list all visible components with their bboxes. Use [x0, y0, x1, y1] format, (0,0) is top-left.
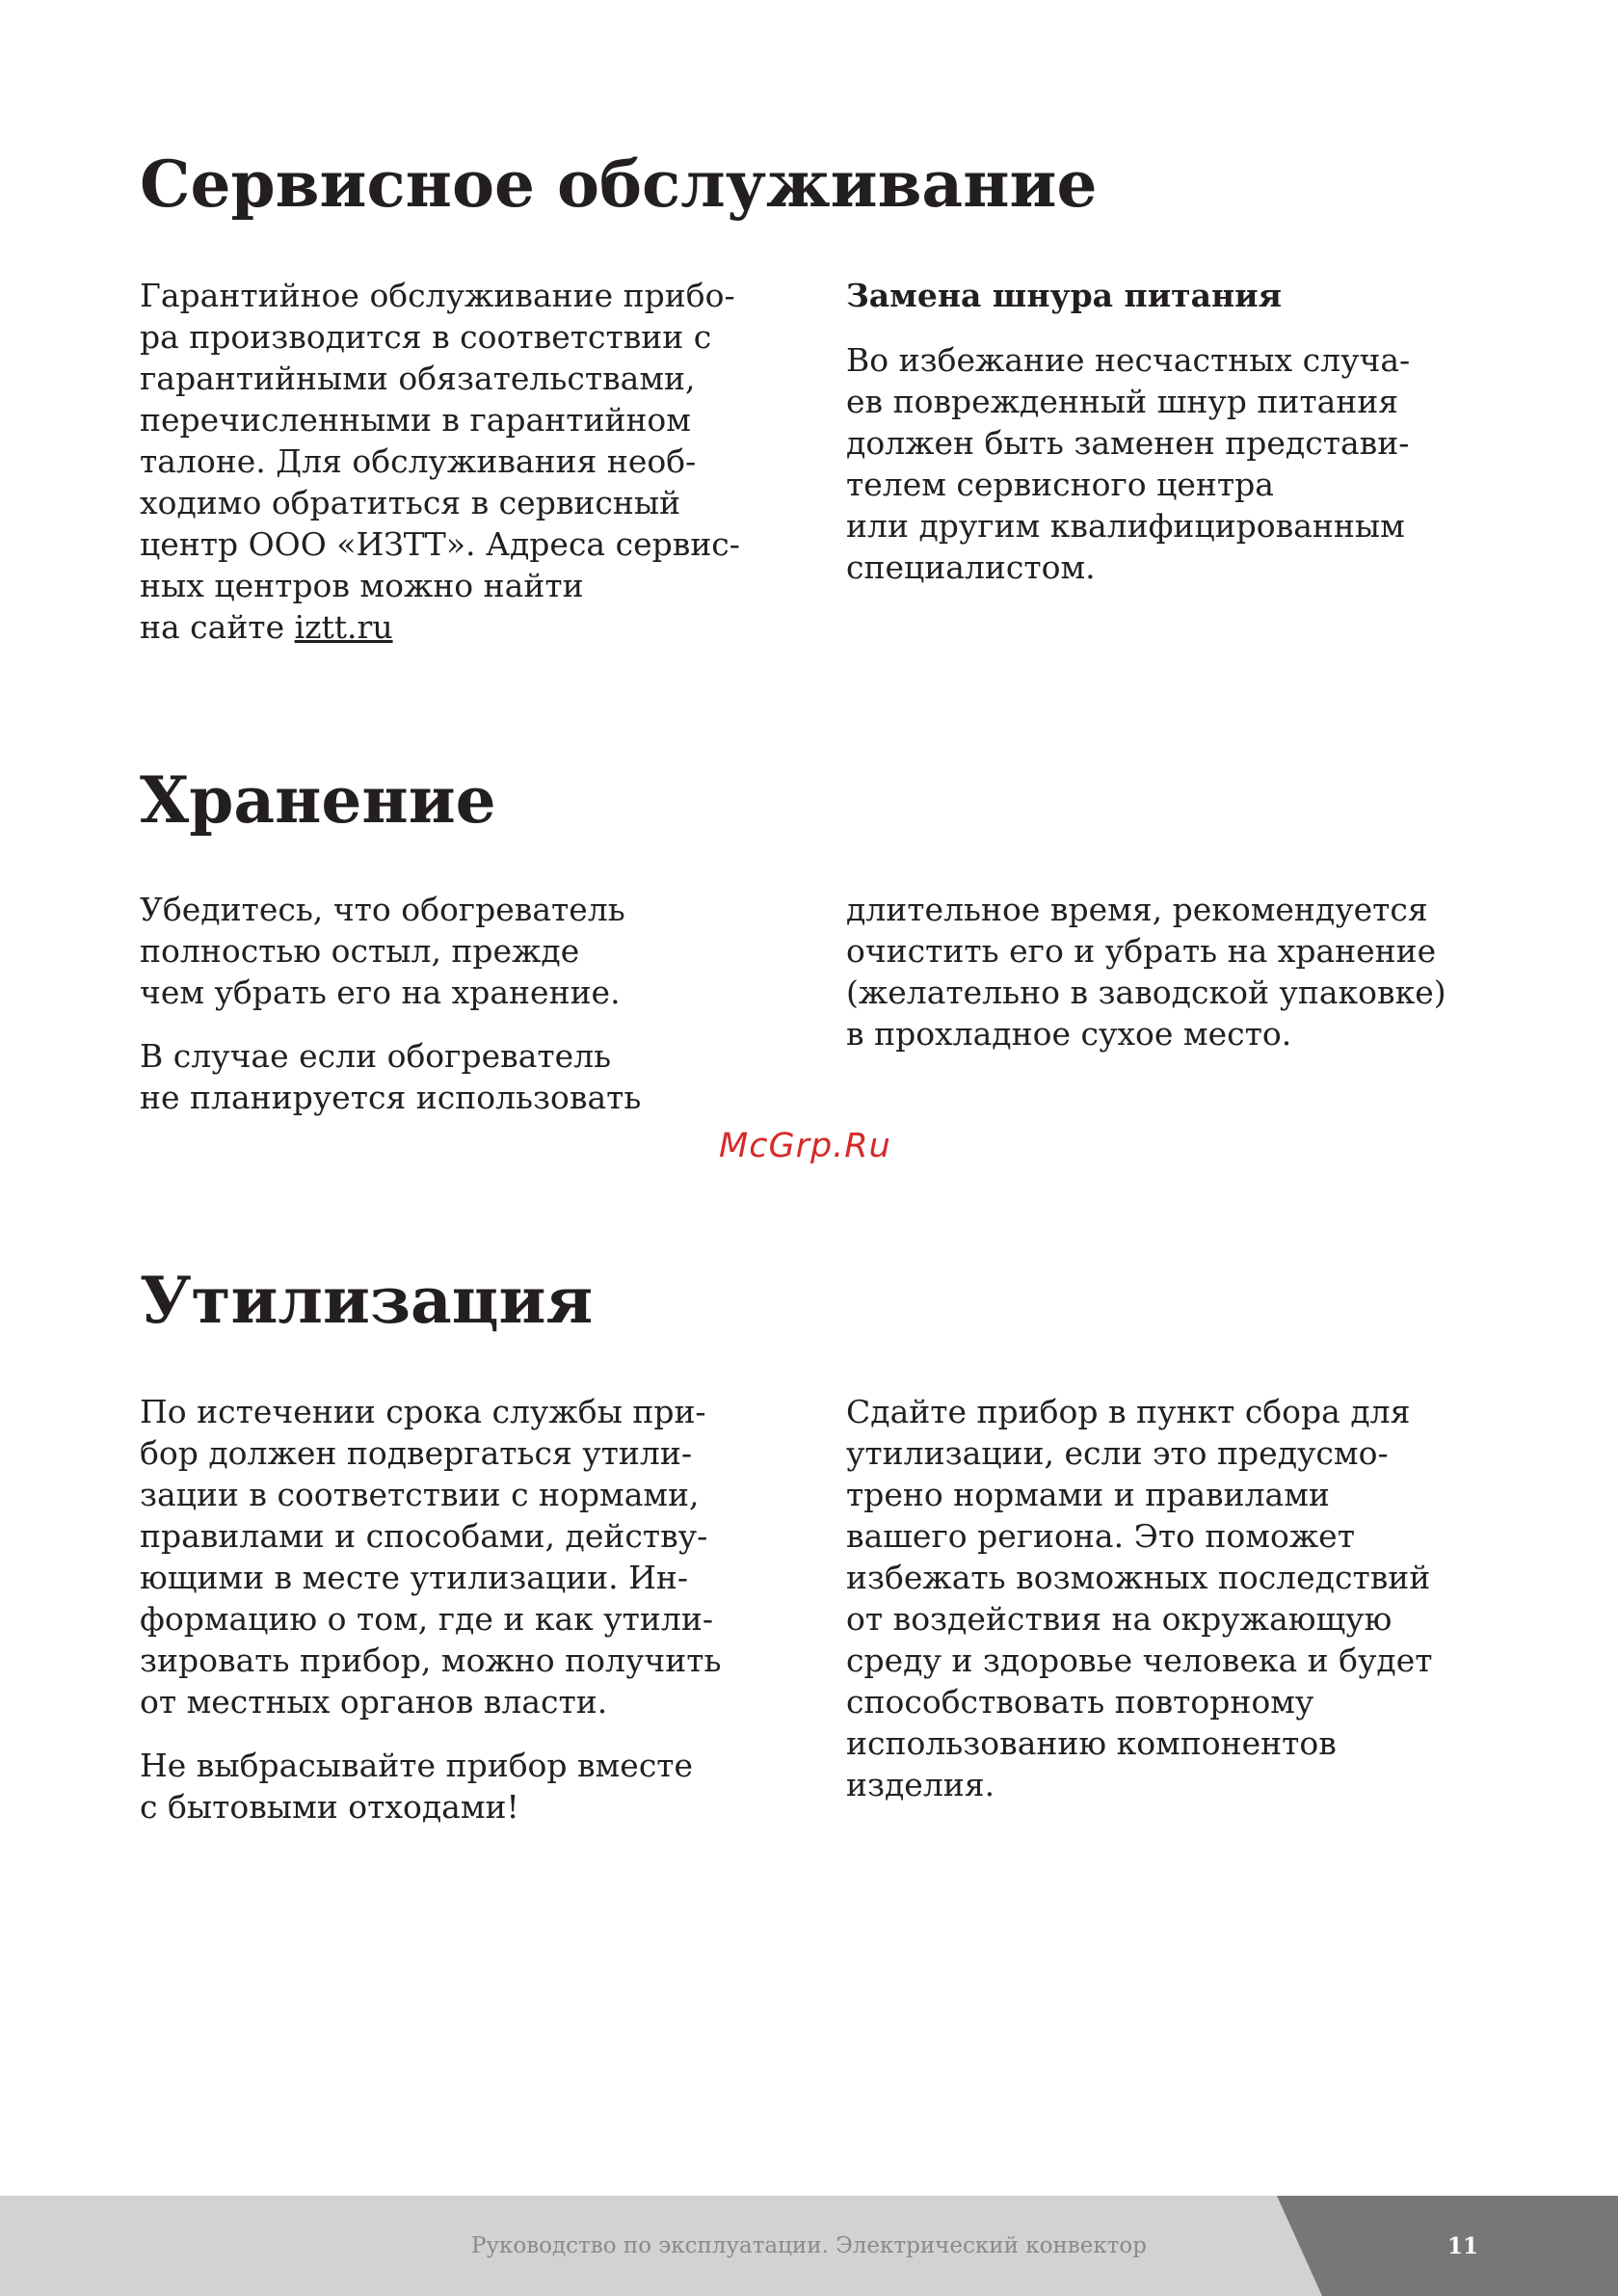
service-paragraph [140, 275, 805, 648]
text-line: ных центров можно найти [140, 567, 584, 604]
text-line: центр ООО «ИЗТТ». Адреса сервис- [140, 525, 740, 563]
text-line: от воздействия на окружающую [846, 1600, 1393, 1638]
iztt-link[interactable]: iztt.ru [294, 608, 393, 646]
text-line: Не выбрасывайте прибор вместе [140, 1747, 694, 1784]
text-line: Сдайте прибор в пункт сбора для [846, 1393, 1411, 1430]
text-line: правилами и способами, действу- [140, 1517, 708, 1555]
disposal-left-column [140, 1391, 805, 1850]
text-line: зации в соответствии с нормами, [140, 1476, 700, 1513]
text-line: зировать прибор, можно получить [140, 1642, 722, 1679]
text-line: бор должен подвергаться утили- [140, 1434, 693, 1472]
text-line: трено нормами и правилами [846, 1476, 1330, 1513]
text-line: ев поврежденный шнур питания [846, 383, 1399, 420]
text-line: Гарантийное обслуживание прибо- [140, 277, 735, 314]
storage-paragraph-2 [140, 1035, 805, 1118]
disposal-paragraph-2 [140, 1745, 805, 1828]
text-line: утилизации, если это предусмо- [846, 1434, 1389, 1472]
text-line: перечисленными в гарантийном [140, 401, 691, 439]
page-number: 11 [1446, 2232, 1478, 2259]
text-line: ра производится в соответствии с [140, 318, 712, 356]
text-line: формацию о том, где и как утили- [140, 1600, 714, 1638]
text-line: или другим квалифицированным [846, 507, 1405, 545]
text-line: гарантийными обязательствами, [140, 360, 696, 397]
text-line: должен быть заменен представи- [846, 424, 1410, 462]
text-line: избежать возможных последствий [846, 1559, 1431, 1596]
text-line: способствовать повторному [846, 1683, 1314, 1721]
text-line: в прохладное сухое место. [846, 1015, 1292, 1053]
storage-right-column [846, 889, 1511, 1077]
text-line: использованию компонентов [846, 1724, 1337, 1762]
text-line: длительное время, рекомендуется [846, 891, 1428, 928]
text-line: изделия. [846, 1766, 995, 1803]
disposal-right-column [846, 1391, 1511, 1828]
page-footer [0, 2196, 1618, 2296]
site-prefix: на сайте [140, 608, 295, 646]
disposal-heading: Утилизация [140, 1263, 594, 1338]
text-line: ющими в месте утилизации. Ин- [140, 1559, 688, 1596]
disposal-paragraph-3 [846, 1391, 1511, 1805]
service-right-column [846, 275, 1511, 610]
text-line: специалистом. [846, 548, 1096, 586]
storage-paragraph-continued [846, 889, 1511, 1055]
text-line: телем сервисного центра [846, 466, 1274, 503]
text-line: среду и здоровье человека и будет [846, 1642, 1433, 1679]
text-line: очистить его и убрать на хранение [846, 932, 1437, 970]
storage-heading: Хранение [140, 762, 496, 838]
text-line: с бытовыми отходами! [140, 1788, 519, 1826]
storage-paragraph-1 [140, 889, 805, 1013]
power-cord-subheading: Замена шнура питания [846, 277, 1283, 314]
service-heading: Сервисное обслуживание [140, 147, 1098, 222]
text-line: чем убрать его на хранение. [140, 974, 621, 1011]
storage-left-column [140, 889, 805, 1140]
watermark: McGrp.Ru [719, 1127, 891, 1165]
text-line: талоне. Для обслуживания необ- [140, 442, 697, 480]
text-line: По истечении срока службы при- [140, 1393, 706, 1430]
text-line: полностью остыл, прежде [140, 932, 580, 970]
text-line: ходимо обратиться в сервисный [140, 484, 681, 521]
text-line: вашего региона. Это поможет [846, 1517, 1355, 1555]
footer-title: Руководство по эксплуатации. Электрический конвектор [470, 2233, 1148, 2258]
text-line: Во избежание несчастных случа- [846, 341, 1411, 379]
service-left-column [140, 275, 805, 670]
disposal-paragraph-1 [140, 1391, 805, 1722]
text-line: не планируется использовать [140, 1079, 642, 1116]
text-line: Убедитесь, что обогреватель [140, 891, 625, 928]
text-line: от местных органов власти. [140, 1683, 608, 1721]
power-cord-paragraph [846, 339, 1511, 588]
text-line: (желательно в заводской упаковке) [846, 974, 1446, 1011]
text-line: В случае если обогреватель [140, 1037, 612, 1075]
text-line [140, 606, 805, 648]
